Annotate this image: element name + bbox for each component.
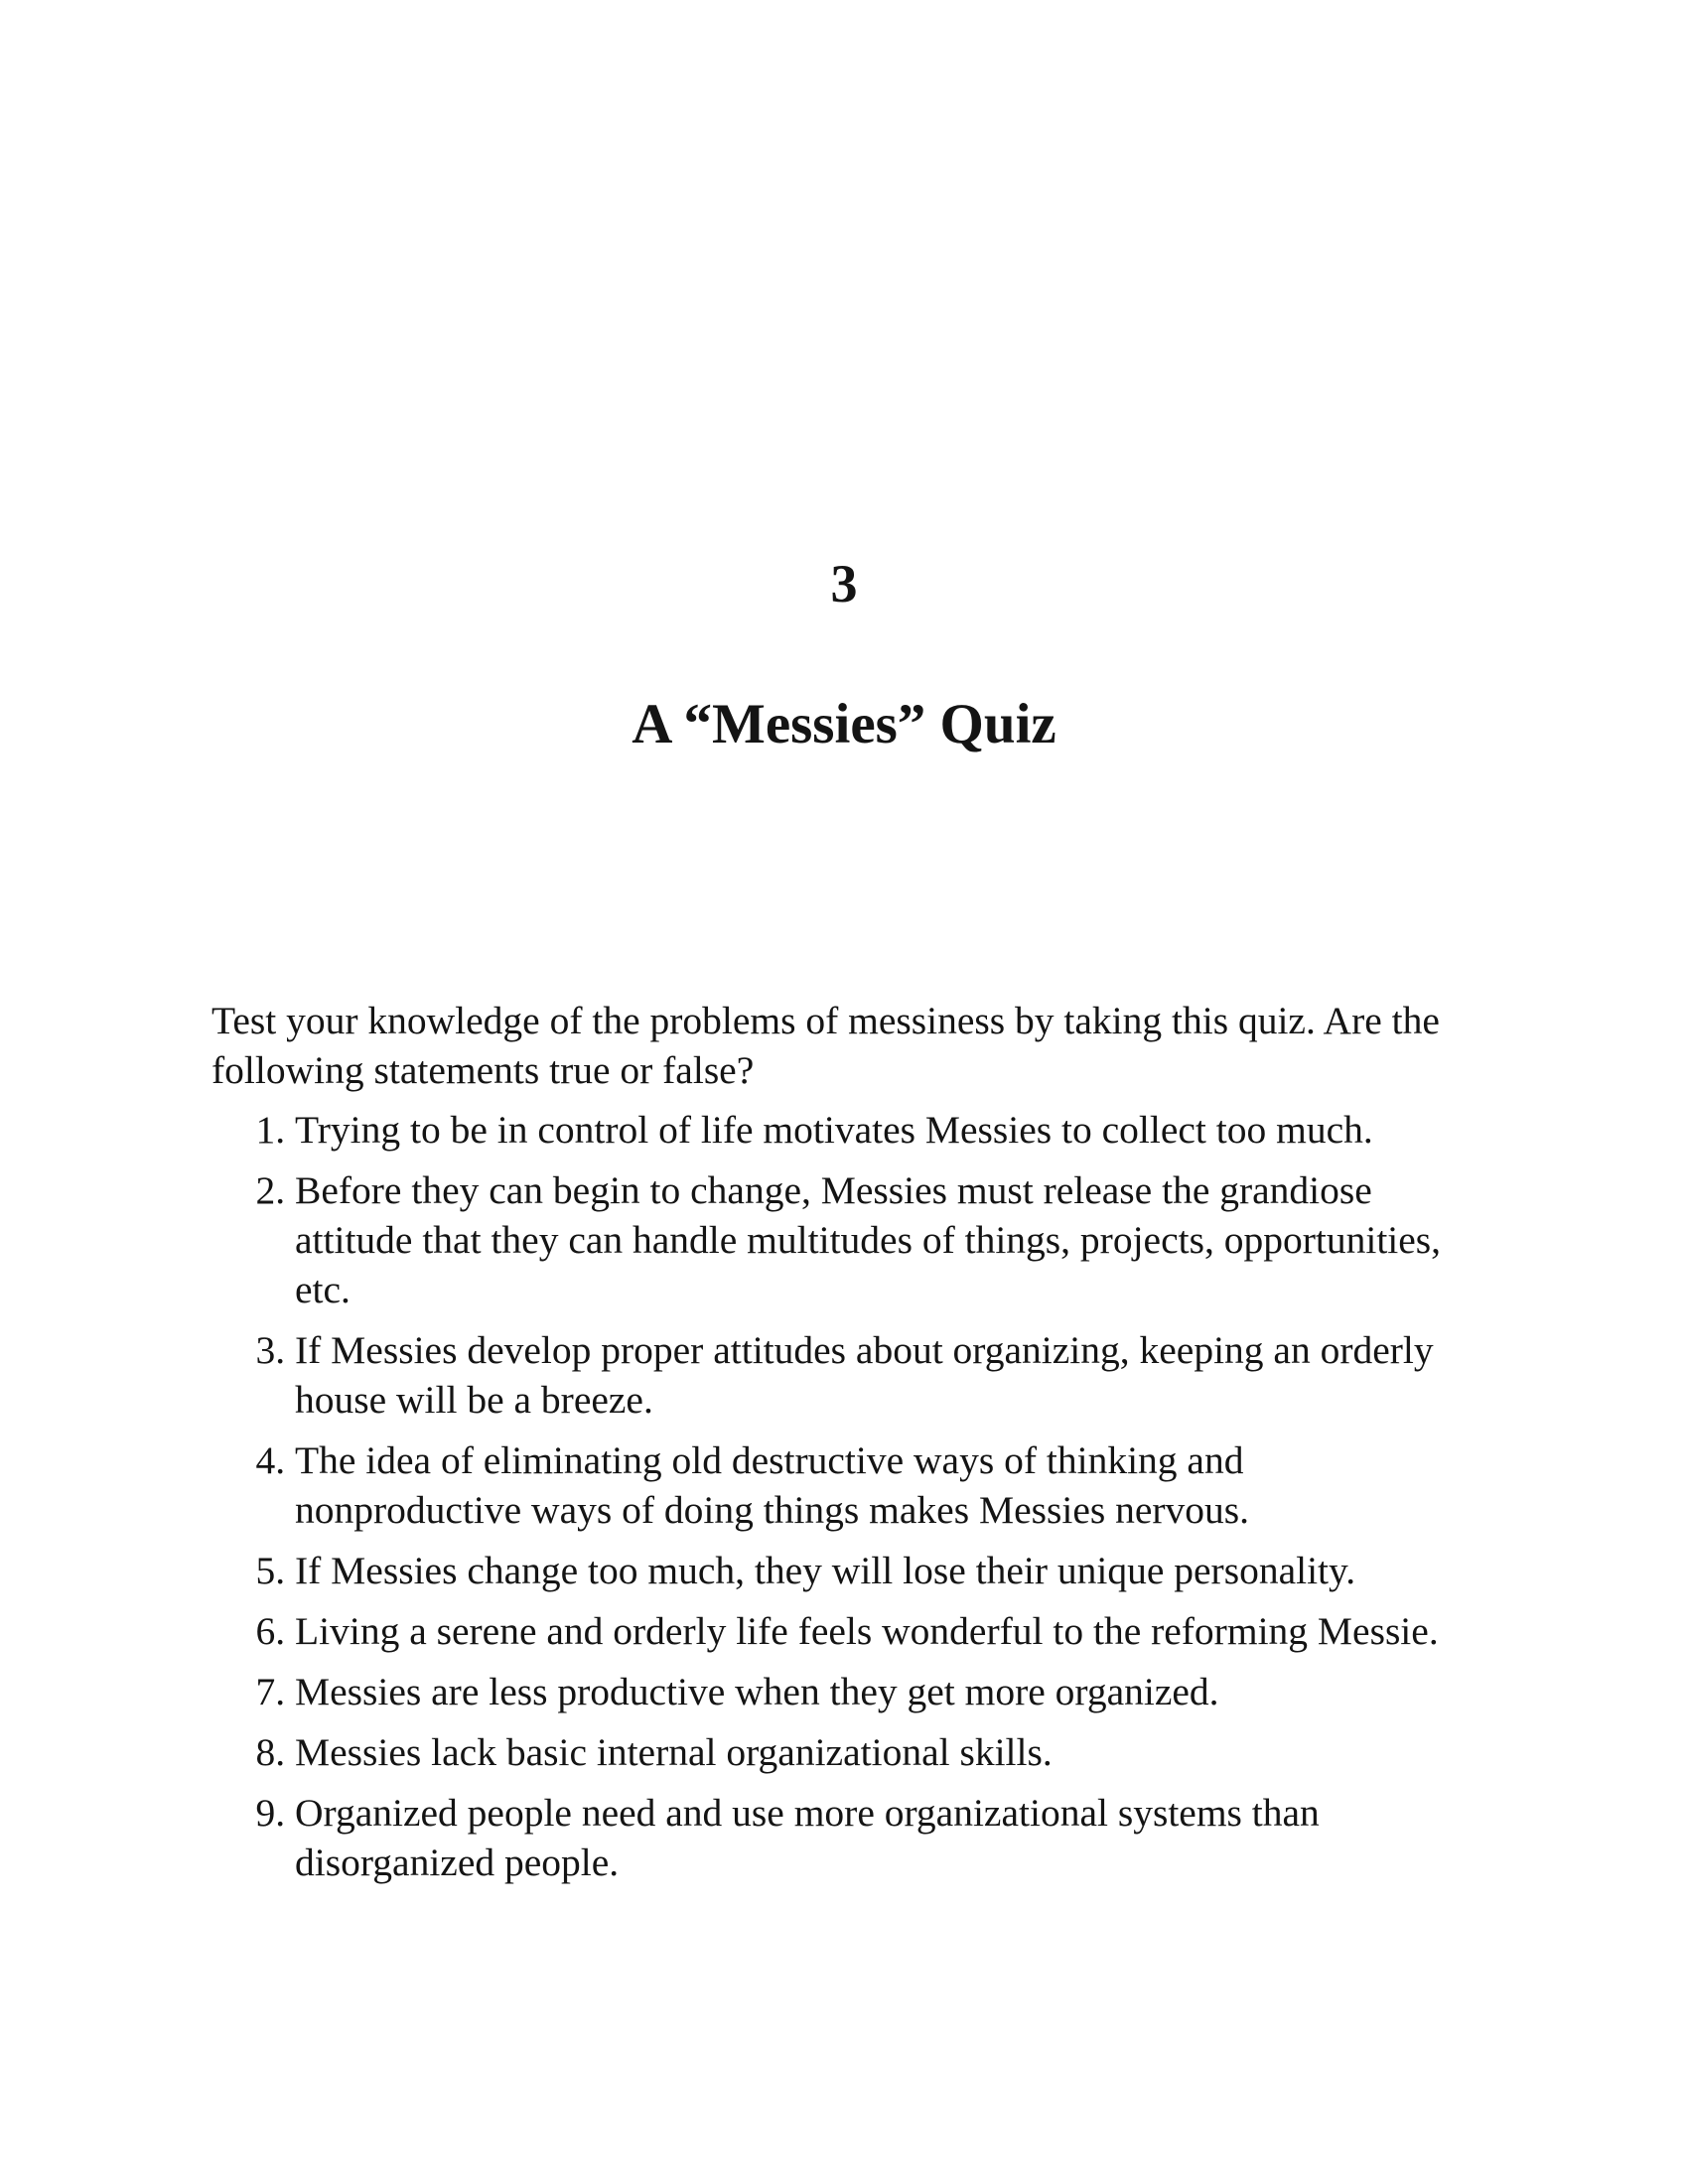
quiz-item bbox=[211, 1606, 1492, 1656]
chapter-title: A “Messies” Quiz bbox=[632, 693, 1056, 755]
quiz-item bbox=[211, 1727, 1492, 1777]
quiz-item-text: The idea of eliminating old destructive ways of thinking and nonproductive ways of doing things makes Messies nervous. bbox=[295, 1438, 1250, 1532]
chapter-number: 3 bbox=[830, 554, 858, 614]
quiz-item-text: Living a serene and orderly life feels wonderful to the reforming Messie. bbox=[295, 1609, 1439, 1653]
quiz-item-text: Messies are less productive when they get more organized. bbox=[295, 1670, 1219, 1713]
quiz-item-number: 7. bbox=[255, 1670, 295, 1713]
quiz-item bbox=[211, 1788, 1492, 1887]
quiz-item bbox=[211, 1667, 1492, 1716]
quiz-item-number: 3. bbox=[255, 1328, 295, 1372]
quiz-item-text: Trying to be in control of life motivates Messies to collect too much. bbox=[295, 1108, 1373, 1152]
quiz-item-text: Messies lack basic internal organizational skills. bbox=[295, 1730, 1053, 1774]
quiz-item-number: 5. bbox=[255, 1549, 295, 1592]
quiz-item-text: Organized people need and use more organizational systems than disorganized people. bbox=[295, 1791, 1320, 1884]
quiz-item-number: 8. bbox=[255, 1730, 295, 1774]
quiz-item-number: 9. bbox=[255, 1791, 295, 1835]
quiz-list bbox=[211, 1105, 1492, 1898]
quiz-item bbox=[211, 1546, 1492, 1595]
quiz-item bbox=[211, 1105, 1492, 1155]
quiz-item bbox=[211, 1435, 1492, 1535]
quiz-item bbox=[211, 1165, 1492, 1314]
quiz-item-text: If Messies change too much, they will lose their unique personality. bbox=[295, 1549, 1356, 1592]
quiz-item-number: 4. bbox=[255, 1438, 295, 1482]
quiz-item-number: 6. bbox=[255, 1609, 295, 1653]
intro-paragraph: Test your knowledge of the problems of messiness by taking this quiz. Are the following statements true or false? bbox=[211, 999, 1440, 1092]
quiz-item-number: 2. bbox=[255, 1168, 295, 1212]
quiz-item-text: If Messies develop proper attitudes about organizing, keeping an orderly house will be a breeze. bbox=[295, 1328, 1434, 1422]
quiz-item bbox=[211, 1325, 1492, 1425]
quiz-item-number: 1. bbox=[255, 1108, 295, 1152]
quiz-item-text: Before they can begin to change, Messies must release the grandiose attitude that they can handle multitudes of things, projects, opportunities, etc. bbox=[295, 1168, 1442, 1311]
